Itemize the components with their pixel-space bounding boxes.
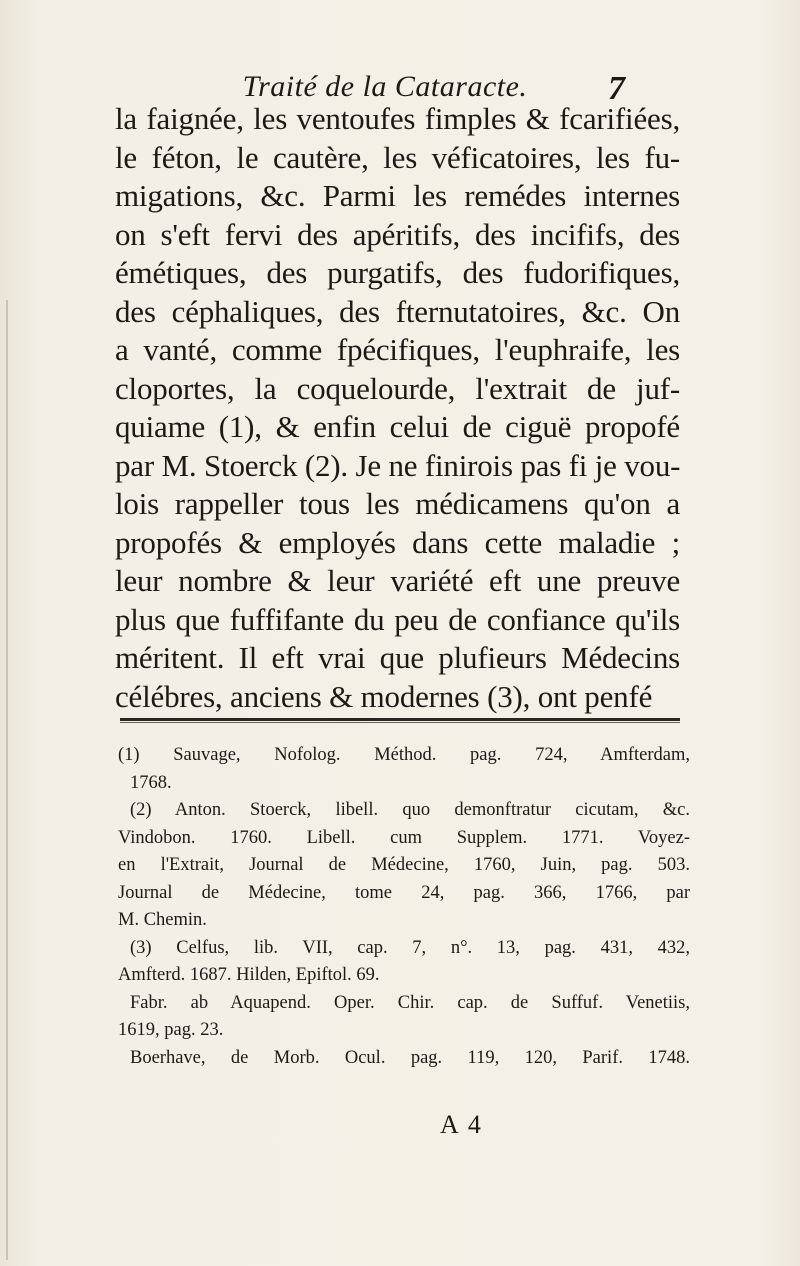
main-text bbox=[115, 100, 680, 716]
footnote-line: (3) Celfus, lib. VII, cap. 7, n°. 13, pag. 431, 432, bbox=[130, 937, 690, 958]
footnote-line: Journal de Médecine, tome 24, pag. 366, 1766, par bbox=[118, 882, 690, 903]
text-line: a vanté, comme fpécifiques, l'euphraife, les bbox=[115, 332, 680, 367]
footnote-line: M. Chemin. bbox=[118, 910, 207, 930]
footnote-line: 1768. bbox=[130, 772, 172, 793]
footnote-line: Vindobon. 1760. Libell. cum Supplem. 1771. Voyez- bbox=[118, 827, 690, 848]
text-line: célébres, anciens & modernes (3), ont penfé bbox=[115, 678, 653, 714]
text-line: des céphaliques, des fternutatoires, &c. On bbox=[115, 293, 680, 329]
signature-mark: A 4 bbox=[440, 1110, 483, 1139]
footnote-line: en l'Extrait, Journal de Médecine, 1760, Juin, pag. 503. bbox=[118, 855, 690, 875]
footnote-line: Amfterd. 1687. Hilden, Epiftol. 69. bbox=[118, 965, 380, 985]
text-line: méritent. Il eft vrai que plufieurs Médecins bbox=[115, 640, 680, 675]
page-edge-shadow bbox=[6, 300, 8, 1260]
footnote-rule-thin bbox=[120, 722, 680, 723]
text-line: cloportes, la coquelourde, l'extrait de juf- bbox=[115, 370, 680, 406]
text-line: le féton, le cautère, les véficatoires, les fu- bbox=[115, 139, 680, 175]
text-line: quiame (1), & enfin celui de ciguë propofé bbox=[115, 409, 680, 444]
text-line: on s'eft fervi des apéritifs, des incififs, des bbox=[115, 216, 680, 252]
footnote-line: Boerhave, de Morb. Ocul. pag. 119, 120, Parif. 1748. bbox=[130, 1047, 690, 1068]
footnote-line: Fabr. ab Aquapend. Oper. Chir. cap. de Suffuf. Venetiis, bbox=[130, 992, 690, 1013]
page-number: 7 bbox=[608, 70, 625, 107]
text-line: propofés & employés dans cette maladie ; bbox=[115, 524, 680, 560]
text-line: lois rappeller tous les médicamens qu'on a bbox=[115, 486, 680, 521]
text-line: par M. Stoerck (2). Je ne finirois pas fi je vou- bbox=[115, 447, 681, 483]
text-line: la faignée, les ventoufes fimples & fcarifiées, bbox=[115, 101, 680, 136]
text-line: émétiques, des purgatifs, des fudorifiques, bbox=[115, 255, 680, 290]
footnote-line: (2) Anton. Stoerck, libell. quo demonftratur cicutam, &c. bbox=[130, 800, 690, 820]
text-line: leur nombre & leur variété eft une preuve bbox=[115, 563, 680, 598]
running-title: Traité de la Cataracte. bbox=[242, 70, 528, 103]
text-line: migations, &c. Parmi les remédes internes bbox=[115, 178, 680, 213]
footnote-line: 1619, pag. 23. bbox=[118, 1020, 224, 1040]
footnote-line: (1) Sauvage, Nofolog. Méthod. pag. 724, Amfterdam, bbox=[118, 745, 690, 765]
text-line: plus que fuffifante du peu de confiance qu'ils bbox=[115, 601, 680, 637]
footnote-rule bbox=[120, 718, 680, 721]
footnotes bbox=[118, 742, 690, 1072]
